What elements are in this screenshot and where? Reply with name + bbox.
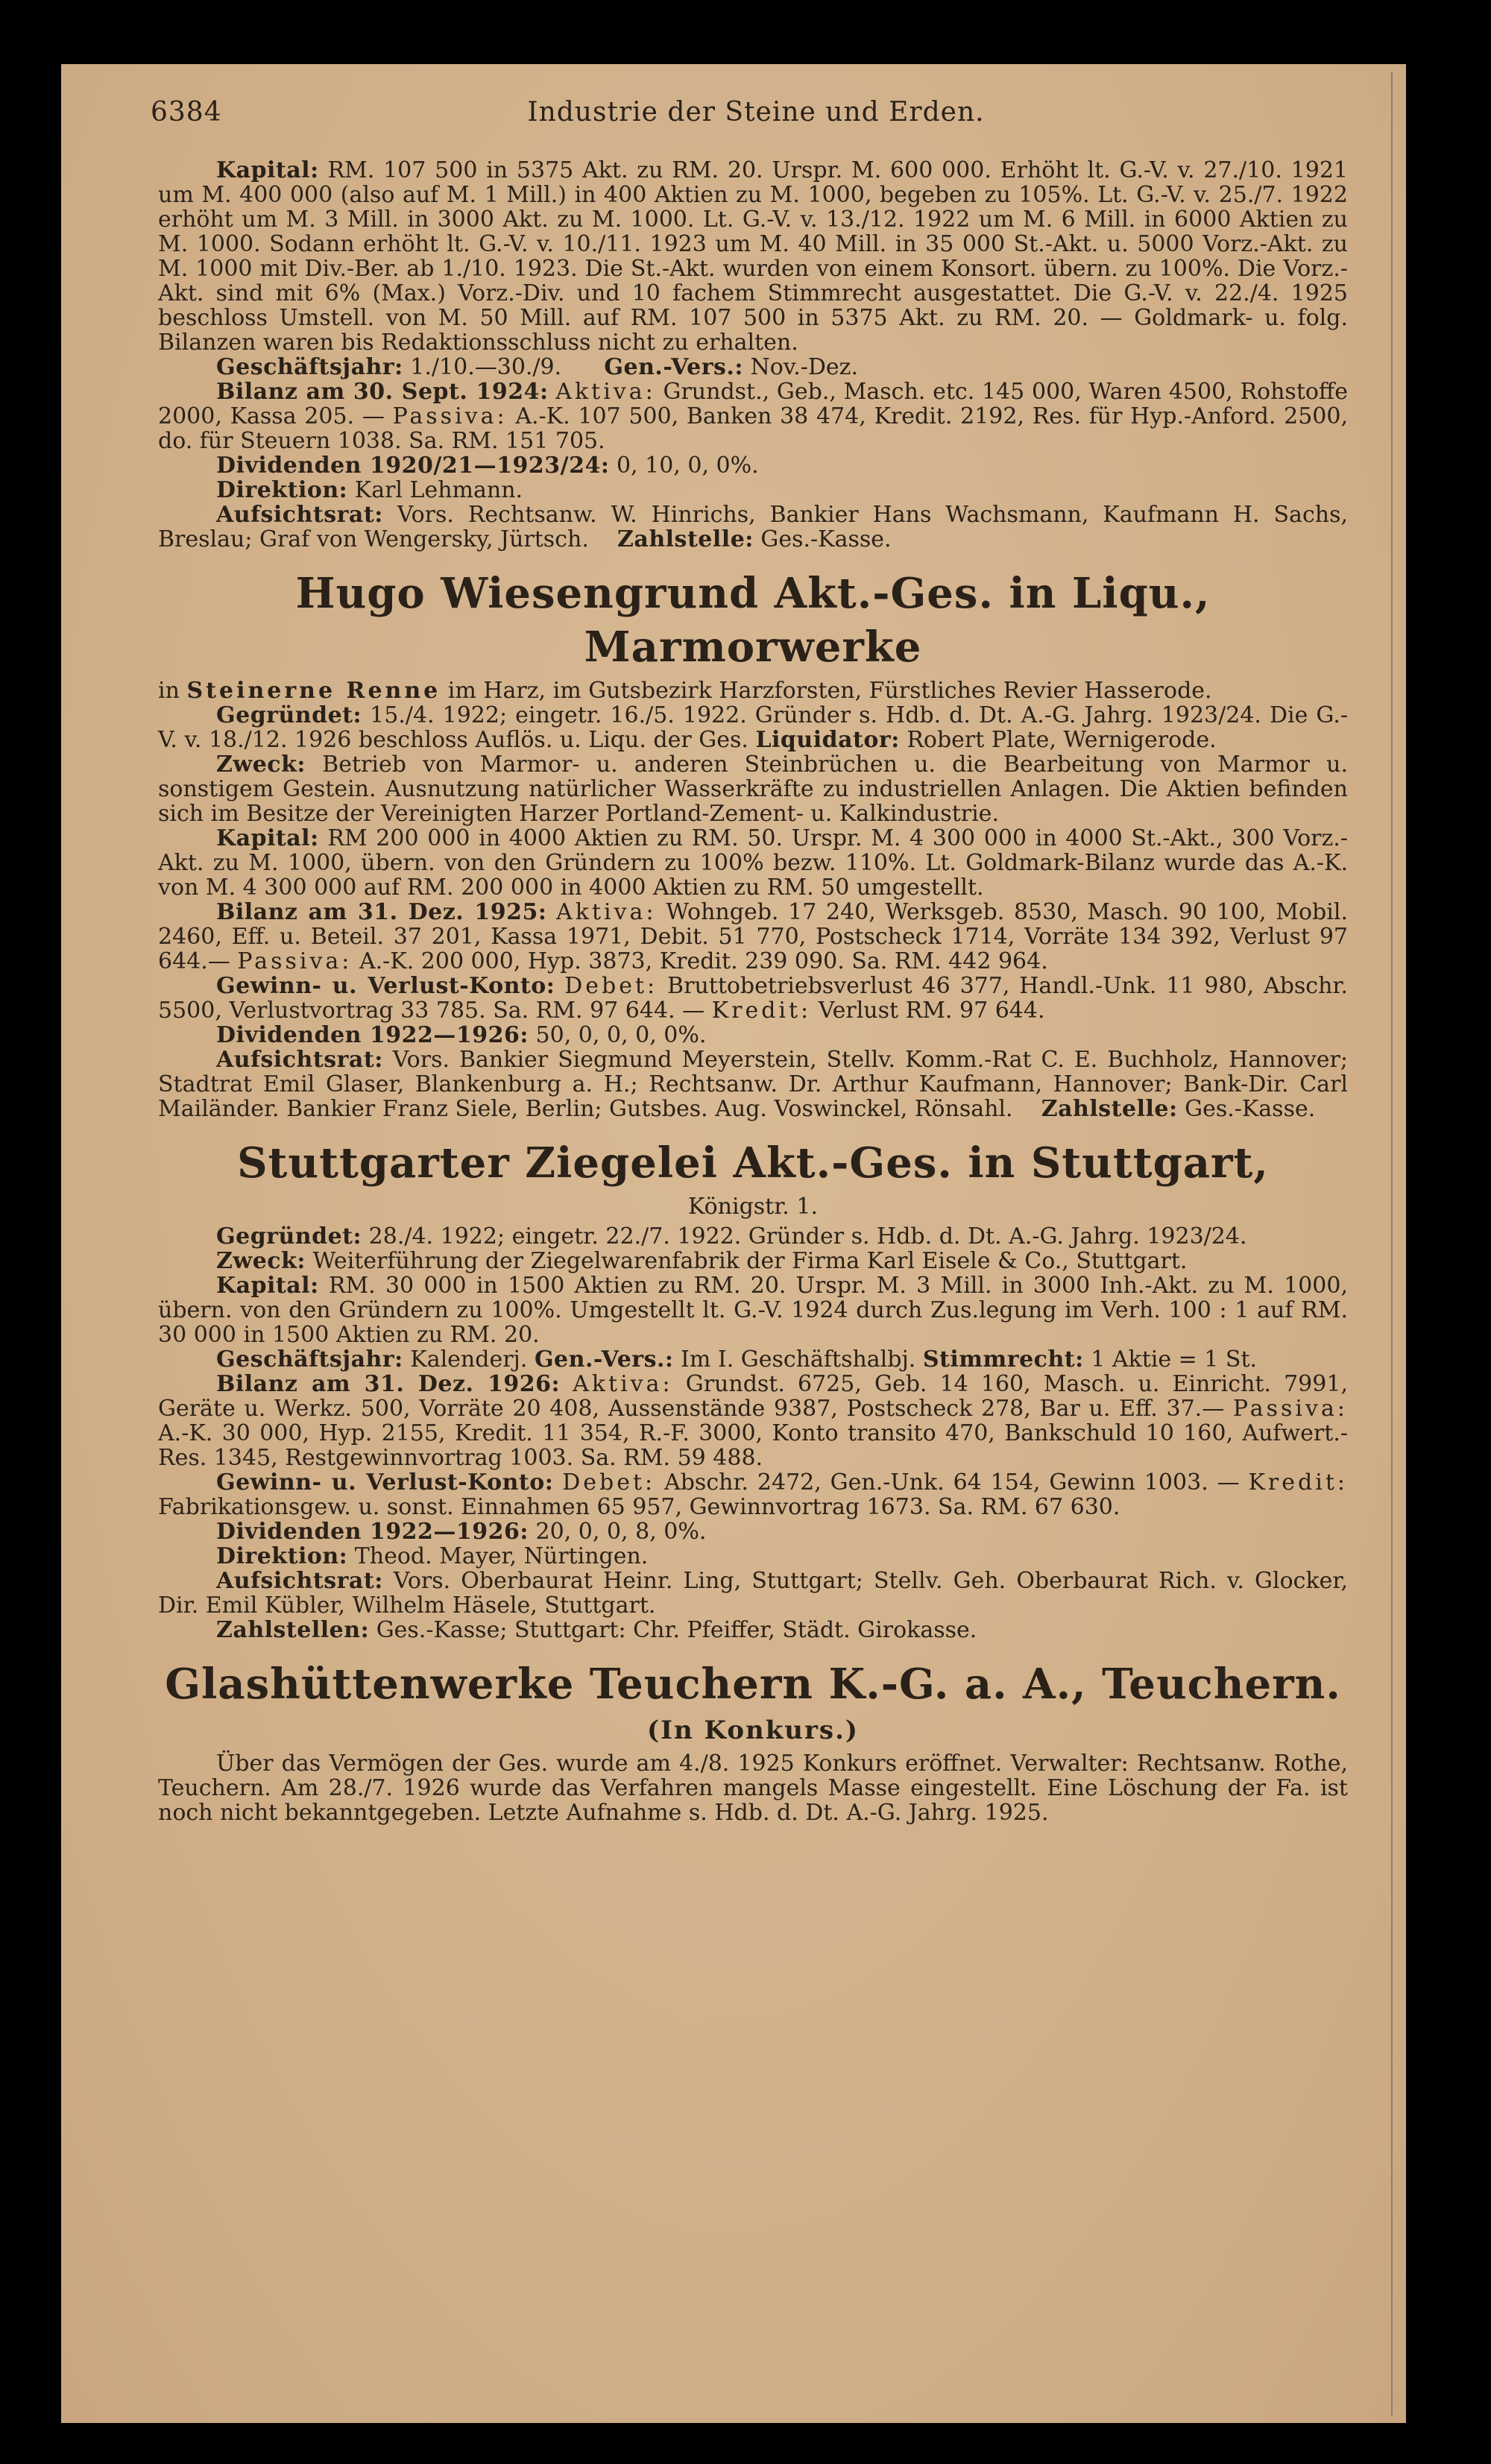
paragraph-bilanz: [158, 1372, 1348, 1470]
page-header: [151, 97, 1361, 134]
field-text: Betrieb von Marmor- u. anderen Steinbrüchen u. die Bearbeitung von Marmor u. sonstigem Gestein. Ausnutzung natürlicher Wasserkräfte zu industriellen Anlagen. Die Aktien befinden sich im Besitze der Vereinigten Harzer Portland-Zement- u. Kalkindustrie.: [158, 752, 1348, 827]
field-text: Nov.-Dez.: [743, 354, 859, 380]
field-text: 1./10.—30./9.: [403, 354, 562, 380]
paragraph-dividenden: [158, 453, 1348, 478]
field-label: Gegründet:: [216, 702, 362, 728]
paragraph-direktion: [158, 478, 1348, 502]
running-title: Industrie der Steine und Erden.: [527, 97, 985, 127]
paragraph-kapital: [158, 826, 1348, 900]
paragraph-zweck: [158, 1249, 1348, 1273]
field-text: 28./4. 1922; eingetr. 22./7. 1922. Gründer s. Hdb. d. Dt. A.-G. Jahrg. 1923/24.: [362, 1223, 1247, 1250]
field-text: RM. 107 500 in 5375 Akt. zu RM. 20. Urspr. M. 600 000. Erhöht lt. G.-V. v. 27./10. 1921 um M. 400 000 (also auf M. 1 Mill.) in 400 Aktien zu M. 1000, begeben zu 105%. Lt. G.-V. v. 25./7. 1922 erhöht um M. 3 Mill. in 3000 Akt. zu M. 1000. Lt. G.-V. v. 13./12. 1922 um M. 6 Mill. in 6000 Aktien zu M. 1000. Sodann erhöht lt. G.-V. v. 10./11. 1923 um M. 40 Mill. in 35 000 St.-Akt. u. 5000 Vorz.-Akt. zu M. 1000 mit Div.-Ber. ab 1./10. 1923. Die St.-Akt. wurden von einem Konsort. übern. zu 100%. Die Vorz.-Akt. sind mit 6% (Max.) Vorz.-Div. und 10 fachem Stimmrecht ausgestattet. Die G.-V. v. 22./4. 1925 beschloss Umstell. von M. 50 Mill. auf RM. 107 500 in 5375 Akt. zu RM. 20. — Goldmark- u. folg. Bilanzen waren bis Redaktionsschluss nicht zu erhalten.: [158, 157, 1348, 356]
field-label: Direktion:: [216, 477, 348, 503]
entry-glashuettenwerke-teuchern: [158, 1657, 1348, 1825]
entry-stuttgarter-ziegelei: [158, 1136, 1348, 1642]
company-title: Glashüttenwerke Teuchern K.-G. a. A., Teuchern.: [165, 1660, 1341, 1709]
company-title: Stuttgarter Ziegelei Akt.-Ges. in Stuttgart,: [237, 1138, 1269, 1188]
paragraph-kapital: [158, 158, 1348, 355]
aktiva-label: Aktiva:: [573, 1371, 673, 1397]
field-text: A.-K. 30 000, Hyp. 2155, Kredit. 11 354, R.-F. 3000, Konto transito 470, Bankschuld 10 160, Aufwert.-Res. 1345, Restgewinnvortrag 1003. Sa. RM. 59 488.: [158, 1420, 1348, 1471]
field-label: Liquidator:: [755, 727, 900, 753]
field-text: Ges.-Kasse; Stuttgart: Chr. Pfeiffer, Städt. Girokasse.: [369, 1617, 977, 1643]
field-label: Bilanz am 31. Dez. 1926:: [216, 1371, 561, 1397]
field-text: A.-K. 107 500, Banken 38 474, Kredit. 2192, Res. für Hyp.-Anford. 2500, do. für Steuern 1038. Sa. RM. 151 705.: [158, 403, 1349, 454]
field-text: 50, 0, 0, 0, 0%.: [529, 1022, 707, 1048]
field-label: Zahlstelle:: [1041, 1096, 1178, 1122]
company-title: Hugo Wiesengrund Akt.-Ges. in Liqu., Marmorwerke: [295, 569, 1211, 672]
field-text: Im I. Geschäftshalbj.: [673, 1346, 916, 1373]
paragraph-zahlstellen: [158, 1618, 1348, 1642]
field-text: 1 Aktie = 1 St.: [1083, 1346, 1258, 1373]
field-text: Robert Plate, Wernigerode.: [899, 727, 1217, 753]
kredit-label: Kredit:: [711, 998, 812, 1024]
debet-label: Debet:: [562, 1469, 656, 1496]
location-rest: im Harz, im Gutsbezirk Harzforsten, Fürstliches Revier Hasserode.: [441, 678, 1212, 704]
paragraph-geschaeftsjahr: [158, 355, 1348, 379]
field-label: Bilanz am 31. Dez. 1925:: [216, 899, 547, 925]
company-location: [158, 678, 1348, 703]
scanned-page: [61, 64, 1406, 2423]
paragraph-gewinn-verlust: [158, 974, 1348, 1023]
field-label: Gen.-Vers.:: [604, 354, 743, 380]
field-text: 20, 0, 0, 8, 0%.: [529, 1519, 707, 1545]
paragraph-kapital: [158, 1273, 1348, 1347]
field-text: 0, 10, 0, 0%.: [609, 453, 759, 479]
field-label: Gewinn- u. Verlust-Konto:: [216, 1469, 554, 1496]
field-text: A.-K. 200 000, Hyp. 3873, Kredit. 239 090. Sa. RM. 442 964.: [352, 948, 1048, 974]
passiva-label: Passiva:: [237, 948, 353, 974]
page-content: [158, 158, 1348, 1825]
field-text: Grundst., Geb., Masch. etc. 145 000, Waren 4500, Rohstoffe 2000, Kassa 205. —: [158, 379, 1349, 429]
field-label: Zweck:: [216, 1248, 306, 1274]
field-text: Theod. Mayer, Nürtingen.: [347, 1543, 649, 1569]
field-label: Stimmrecht:: [922, 1346, 1084, 1373]
paragraph-zweck: [158, 752, 1348, 826]
field-text: Verlust RM. 97 644.: [811, 998, 1045, 1024]
page-edge-line: [1391, 72, 1393, 2416]
paragraph-bilanz: [158, 379, 1348, 453]
passiva-label: Passiva:: [392, 403, 508, 429]
paragraph-dividenden: [158, 1519, 1348, 1544]
field-label: Zweck:: [216, 752, 306, 778]
field-label: Gewinn- u. Verlust-Konto:: [216, 973, 555, 999]
field-label: Kapital:: [216, 157, 319, 183]
field-label: Aufsichtsrat:: [216, 502, 383, 528]
aktiva-label: Aktiva:: [555, 379, 656, 405]
debet-label: Debet:: [564, 973, 658, 999]
paragraph-geschaeftsjahr: [158, 1347, 1348, 1372]
field-text: Abschr. 2472, Gen.-Unk. 64 154, Gewinn 1003. —: [655, 1469, 1240, 1496]
field-label: Dividenden 1920/21—1923/24:: [216, 453, 610, 479]
field-text: RM. 30 000 in 1500 Aktien zu RM. 20. Urspr. M. 3 Mill. in 3000 Inh.-Akt. zu M. 1000, übern. von den Gründern zu 100%. Umgestellt lt. G.-V. 1924 durch Zus.legung im Verh. 100 : 1 auf RM. 30 000 in 1500 Aktien zu RM. 20.: [158, 1273, 1348, 1348]
page-number: 6384: [151, 97, 222, 127]
field-label: Dividenden 1922—1926:: [216, 1022, 529, 1048]
field-text: Vors. Bankier Siegmund Meyerstein, Stellv. Komm.-Rat C. E. Buchholz, Hannover; Stadtrat Emil Glaser, Blankenburg a. H.; Rechtsanw. Dr. Arthur Kaufmann, Hannover; Bank-Dir. Carl Mailänder. Bankier Franz Siele, Berlin; Gutsbes. Aug. Voswinckel, Rönsahl.: [158, 1047, 1348, 1122]
paragraph-dividenden: [158, 1023, 1348, 1047]
company-address: Königstr. 1.: [688, 1194, 818, 1220]
field-label: Kapital:: [216, 825, 319, 851]
field-label: Gen.-Vers.:: [534, 1346, 674, 1373]
field-text: Grundst. 6725, Geb. 14 160, Masch. u. Einricht. 7991, Geräte u. Werkz. 500, Vorräte 20 408, Aussenstände 9387, Postscheck 278, Bar u. Eff. 37.—: [158, 1371, 1348, 1422]
field-label: Kapital:: [216, 1273, 319, 1299]
paragraph-gegruendet: [158, 1224, 1348, 1249]
field-text: Vors. Rechtsanw. W. Hinrichs, Bankier Hans Wachsmann, Kaufmann H. Sachs, Breslau; Graf von Wengersky, Jürtsch.: [158, 502, 1348, 552]
field-text: RM 200 000 in 4000 Aktien zu RM. 50. Urspr. M. 4 300 000 in 4000 St.-Akt., 300 Vorz.-Akt. zu M. 1000, übern. von den Gründern zu 100% bezw. 110%. Lt. Goldmark-Bilanz wurde das A.-K. von M. 4 300 000 auf RM. 200 000 in 4000 Aktien zu RM. 50 umgestellt.: [158, 825, 1348, 901]
field-text: Fabrikationsgew. u. sonst. Einnahmen 65 957, Gewinnvortrag 1673. Sa. RM. 67 630.: [158, 1494, 1120, 1520]
paragraph-aufsichtsrat: [158, 1569, 1348, 1618]
field-label: Bilanz am 30. Sept. 1924:: [216, 379, 549, 405]
field-text: Ges.-Kasse.: [753, 526, 892, 552]
company-status: (In Konkurs.): [646, 1715, 859, 1745]
aktiva-label: Aktiva:: [556, 899, 657, 925]
field-text: 15./4. 1922; eingetr. 16./5. 1922. Gründer s. Hdb. d. Dt. A.-G. Jahrg. 1923/24. Die G.-V. v. 18./12. 1926 beschloss Auflös. u. Liqu. der Ges.: [158, 702, 1348, 753]
entry-continued: [158, 158, 1348, 552]
field-label: Dividenden 1922—1926:: [216, 1519, 529, 1545]
field-text: Vors. Oberbaurat Heinr. Ling, Stuttgart; Stellv. Geh. Oberbaurat Rich. v. Glocker, Dir. Emil Kübler, Wilhelm Häsele, Stuttgart.: [158, 1568, 1348, 1619]
field-text: Weiterführung der Ziegelwarenfabrik der Firma Karl Eisele & Co., Stuttgart.: [305, 1248, 1188, 1274]
field-label: Zahlstellen:: [216, 1617, 370, 1643]
field-text: Ges.-Kasse.: [1177, 1096, 1316, 1122]
field-label: Aufsichtsrat:: [216, 1568, 383, 1594]
field-label: Geschäftsjahr:: [216, 1346, 403, 1373]
field-label: Direktion:: [216, 1543, 348, 1569]
field-label: Gegründet:: [216, 1223, 362, 1250]
paragraph-gegruendet: [158, 703, 1348, 752]
field-label: Zahlstelle:: [617, 526, 754, 552]
paragraph-aufsichtsrat: [158, 1047, 1348, 1121]
field-label: Aufsichtsrat:: [216, 1047, 383, 1073]
paragraph-konkurs: [158, 1751, 1348, 1825]
passiva-label: Passiva:: [1232, 1396, 1348, 1422]
paragraph-bilanz: [158, 900, 1348, 974]
field-text: Karl Lehmann.: [347, 477, 523, 503]
field-text: Wohngeb. 17 240, Werksgeb. 8530, Masch. 90 100, Mobil. 2460, Eff. u. Beteil. 37 201, Kassa 1971, Debit. 51 770, Postscheck 1714, Vorräte 134 392, Verlust 97 644.—: [158, 899, 1348, 974]
paragraph-aufsichtsrat: [158, 502, 1348, 552]
paragraph-gewinn-verlust: [158, 1470, 1348, 1519]
location-name: Steinerne Renne: [186, 678, 441, 704]
field-text: Kalenderj.: [403, 1346, 528, 1373]
paragraph-direktion: [158, 1544, 1348, 1569]
field-text: Bruttobetriebsverlust 46 377, Handl.-Unk. 11 980, Abschr. 5500, Verlustvortrag 33 785. Sa. RM. 97 644. —: [158, 973, 1348, 1024]
kredit-label: Kredit:: [1248, 1469, 1348, 1496]
entry-hugo-wiesengrund: [158, 567, 1348, 1121]
field-label: Geschäftsjahr:: [216, 354, 403, 380]
location-prefix: in: [158, 678, 187, 704]
field-text: Über das Vermögen der Ges. wurde am 4./8. 1925 Konkurs eröffnet. Verwalter: Rechtsanw. Rothe, Teuchern. Am 28./7. 1926 wurde das Verfahren mangels Masse eingestellt. Eine Löschung der Fa. ist noch nicht bekanntgegeben. Letzte Aufnahme s. Hdb. d. Dt. A.-G. Jahrg. 1925.: [158, 1751, 1348, 1826]
